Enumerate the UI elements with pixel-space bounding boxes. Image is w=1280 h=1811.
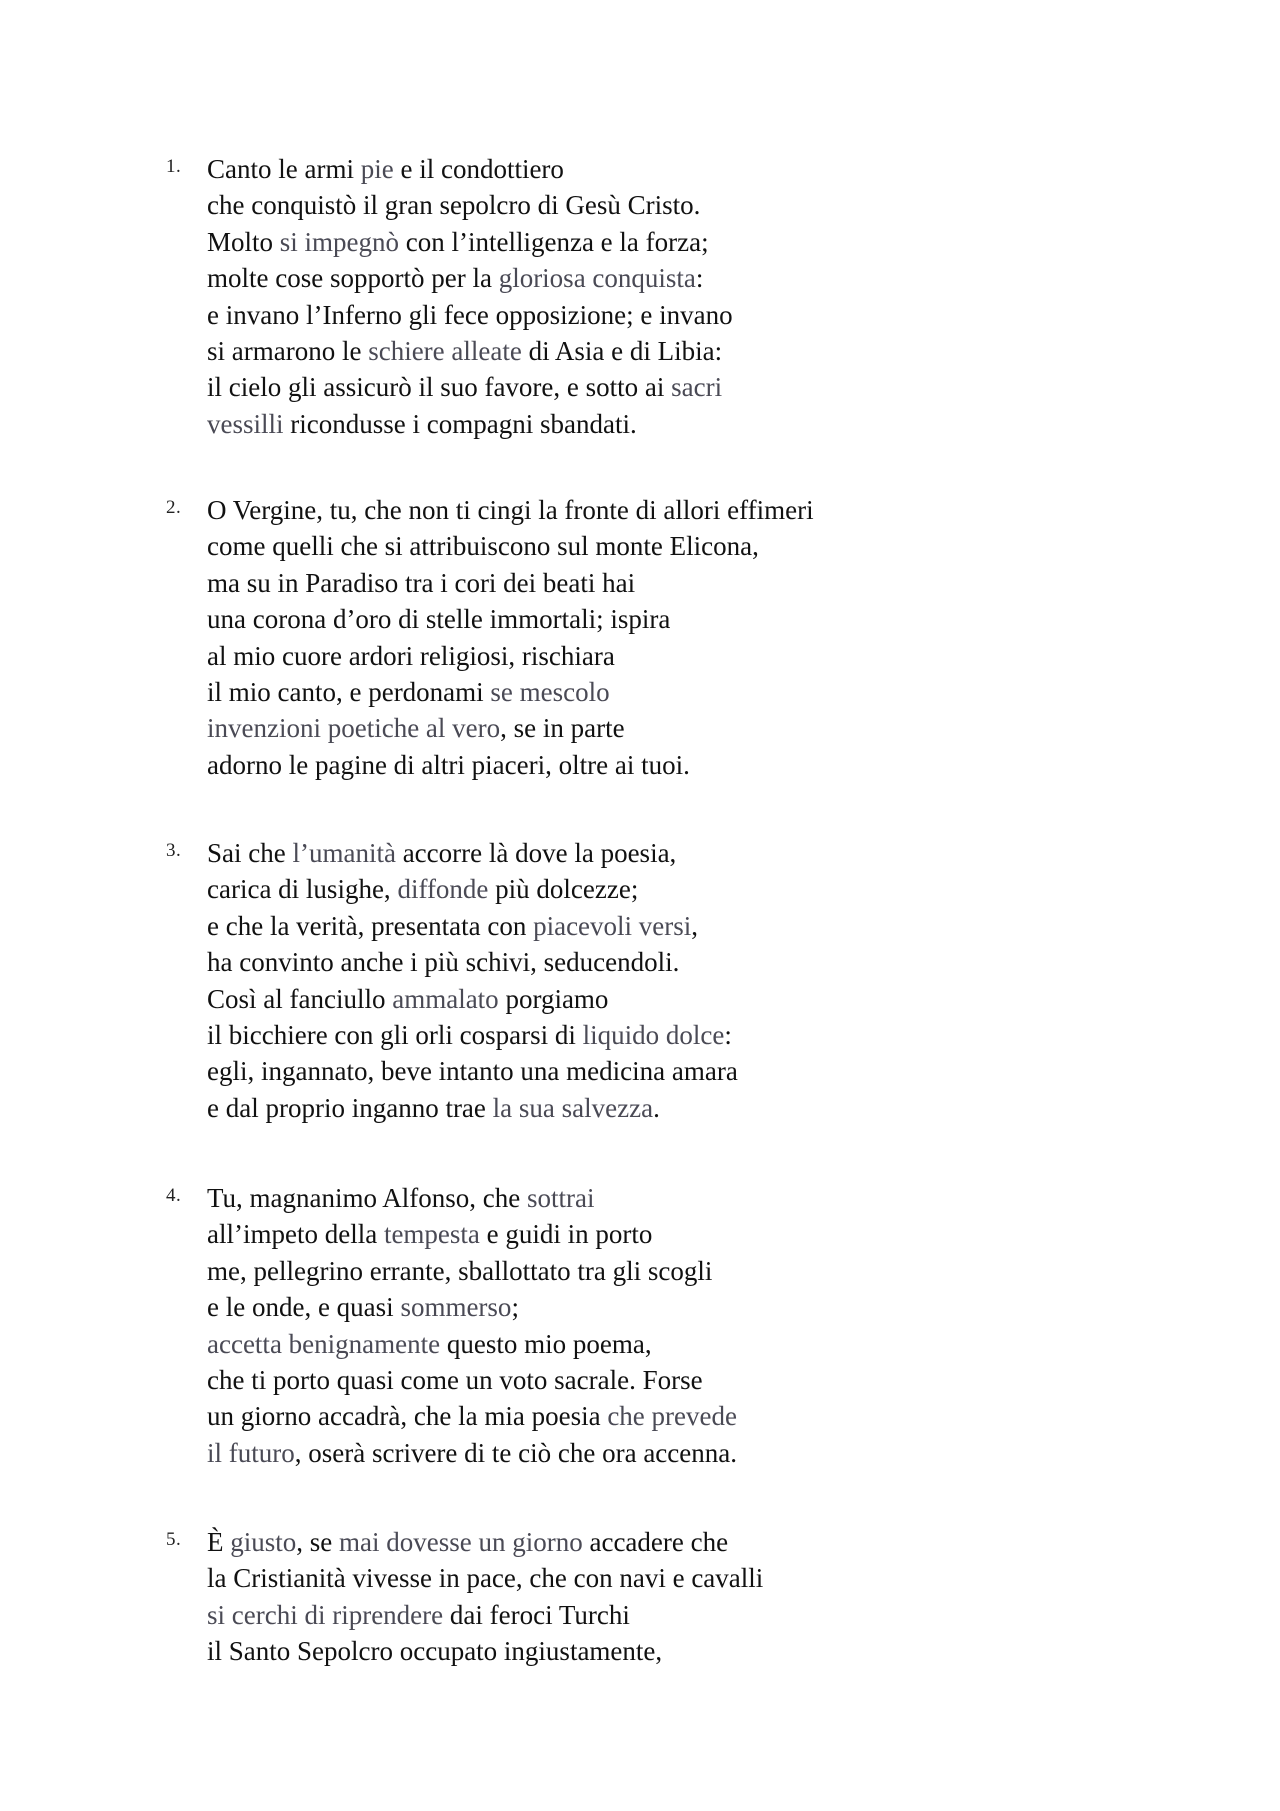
verse-line <box>207 1326 737 1362</box>
verse-line <box>207 908 738 944</box>
verse-line <box>207 151 733 187</box>
verse-text: e che la verità, presentata con <box>207 910 534 941</box>
verse-line <box>207 1524 763 1560</box>
verse-text: . <box>653 1092 660 1123</box>
verse-text: una corona d’oro di stelle immortali; ispira <box>207 604 671 635</box>
verse-text: molte cose sopportò per la <box>207 263 499 294</box>
verse-text: e le onde, e quasi <box>207 1292 401 1323</box>
highlighted-phrase: accetta benignamente <box>207 1328 441 1359</box>
verse-line <box>207 1053 738 1089</box>
verse-text: , <box>691 910 699 941</box>
verse-line <box>207 260 733 296</box>
verse-line <box>207 747 814 783</box>
verse-text: , oserà scrivere di te ciò che ora accenna. <box>294 1437 737 1468</box>
verse-text: e il condottiero <box>393 154 564 184</box>
verse-text: il mio canto, e perdonami <box>207 677 491 708</box>
verse-line <box>207 1435 737 1471</box>
verse-text: il Santo Sepolcro occupato ingiustamente, <box>207 1636 663 1667</box>
highlighted-phrase: giusto <box>230 1527 297 1557</box>
highlighted-phrase: il futuro <box>207 1437 295 1468</box>
stanza-lines <box>207 1180 737 1471</box>
verse-text: la Cristianità vivesse in pace, che con navi e cavalli <box>207 1563 764 1594</box>
verse-text: il cielo gli assicurò il suo favore, e sotto ai <box>207 372 672 403</box>
highlighted-phrase: piacevoli versi <box>533 910 692 941</box>
highlighted-phrase: diffonde <box>397 874 489 905</box>
verse-line <box>207 224 733 260</box>
verse-line <box>207 1289 737 1325</box>
verse-line <box>207 710 814 746</box>
verse-line <box>207 835 738 871</box>
verse-line <box>207 492 814 528</box>
verse-text: me, pellegrino errante, sballottato tra gli scogli <box>207 1255 713 1286</box>
verse-text: Così al fanciullo <box>207 983 393 1014</box>
verse-line <box>207 1180 737 1216</box>
stanza-number: 5. <box>166 1529 182 1550</box>
verse-text: , se in parte <box>500 713 625 744</box>
verse-text: Molto <box>207 226 280 257</box>
highlighted-phrase: sommerso <box>400 1292 512 1323</box>
verse-line <box>207 297 733 333</box>
verse-line <box>207 638 814 674</box>
verse-text: ricondusse i compagni sbandati. <box>283 408 637 439</box>
verse-line <box>207 1633 763 1669</box>
verse-text: più dolcezze; <box>488 874 639 905</box>
highlighted-phrase: se mescolo <box>490 677 610 708</box>
verse-text: che ti porto quasi come un voto sacrale. Forse <box>207 1365 703 1396</box>
verse-line <box>207 1597 763 1633</box>
highlighted-phrase: pie <box>360 154 394 184</box>
verse-text: accadere che <box>582 1527 729 1557</box>
verse-text: questo mio poema, <box>440 1328 652 1359</box>
verse-text: al mio cuore ardori religiosi, rischiara <box>207 640 615 671</box>
verse-text: all’impeto della <box>207 1219 384 1250</box>
highlighted-phrase: l’umanità <box>292 838 396 868</box>
verse-text: : <box>724 1020 732 1051</box>
highlighted-phrase: invenzioni poetiche al vero <box>207 713 501 744</box>
verse-line <box>207 1362 737 1398</box>
verse-text: che conquistò il gran sepolcro di Gesù Cristo. <box>207 190 701 221</box>
highlighted-phrase: sacri <box>671 372 723 403</box>
verse-text: di Asia e di Libia: <box>521 336 723 367</box>
verse-text: : <box>695 263 704 294</box>
verse-text: È <box>207 1527 231 1557</box>
verse-text: ma su in Paradiso tra i cori dei beati hai <box>207 567 636 598</box>
verse-text: ; <box>511 1292 519 1323</box>
verse-text: ha convinto anche i più schivi, seducendoli. <box>207 947 680 978</box>
verse-line <box>207 1398 737 1434</box>
verse-text: e guidi in porto <box>479 1219 653 1250</box>
stanza-number: 2. <box>166 497 182 518</box>
verse-text: Tu, magnanimo Alfonso, che <box>207 1183 527 1213</box>
verse-text: O Vergine, tu, che non ti cingi la fronte di allori effimeri <box>207 495 814 525</box>
verse-text: adorno le pagine di altri piaceri, oltre ai tuoi. <box>207 749 690 780</box>
verse-line <box>207 981 738 1017</box>
highlighted-phrase: la sua salvezza <box>492 1092 654 1123</box>
verse-text: con l’intelligenza e la forza; <box>399 226 709 257</box>
stanza-number: 1. <box>166 156 182 177</box>
verse-line <box>207 1090 738 1126</box>
highlighted-phrase: tempesta <box>383 1219 480 1250</box>
verse-line <box>207 1216 737 1252</box>
verse-text: Sai che <box>207 838 293 868</box>
highlighted-phrase: si impegnò <box>279 226 400 257</box>
stanza-lines <box>207 492 814 783</box>
stanza-number: 4. <box>166 1185 182 1206</box>
stanza-lines <box>207 1524 763 1670</box>
verse-line <box>207 1017 738 1053</box>
stanza-lines <box>207 835 738 1126</box>
verse-text: si armarono le <box>207 336 369 367</box>
verse-line <box>207 187 733 223</box>
verse-text: Canto le armi <box>207 154 361 184</box>
verse-text: come quelli che si attribuiscono sul monte Elicona, <box>207 531 759 562</box>
highlighted-phrase: che prevede <box>607 1401 737 1432</box>
stanza-lines <box>207 151 733 442</box>
verse-line <box>207 369 733 405</box>
verse-line <box>207 601 814 637</box>
verse-text: egli, ingannato, beve intanto una medicina amara <box>207 1056 738 1087</box>
verse-line <box>207 333 733 369</box>
verse-line <box>207 944 738 980</box>
verse-line <box>207 1560 763 1596</box>
stanza-number: 3. <box>166 840 182 861</box>
verse-line <box>207 871 738 907</box>
highlighted-phrase: mai dovesse un giorno <box>339 1527 583 1557</box>
verse-text: porgiamo <box>498 983 609 1014</box>
highlighted-phrase: ammalato <box>392 983 499 1014</box>
verse-text: dai feroci Turchi <box>443 1599 630 1630</box>
verse-line <box>207 528 814 564</box>
verse-text: e dal proprio inganno trae <box>207 1092 493 1123</box>
highlighted-phrase: gloriosa conquista <box>498 263 696 294</box>
highlighted-phrase: si cerchi di riprendere <box>207 1599 444 1630</box>
highlighted-phrase: schiere alleate <box>368 336 522 367</box>
verse-line <box>207 674 814 710</box>
verse-text: , se <box>296 1527 340 1557</box>
verse-text: un giorno accadrà, che la mia poesia <box>207 1401 608 1432</box>
verse-line <box>207 1253 737 1289</box>
highlighted-phrase: vessilli <box>207 408 284 439</box>
highlighted-phrase: sottrai <box>527 1183 595 1213</box>
verse-text: carica di lusighe, <box>207 874 398 905</box>
verse-line <box>207 565 814 601</box>
highlighted-phrase: liquido dolce <box>582 1020 725 1051</box>
verse-line <box>207 406 733 442</box>
verse-text: accorre là dove la poesia, <box>395 838 677 868</box>
verse-text: e invano l’Inferno gli fece opposizione; e invano <box>207 299 733 330</box>
verse-text: il bicchiere con gli orli cosparsi di <box>207 1020 583 1051</box>
